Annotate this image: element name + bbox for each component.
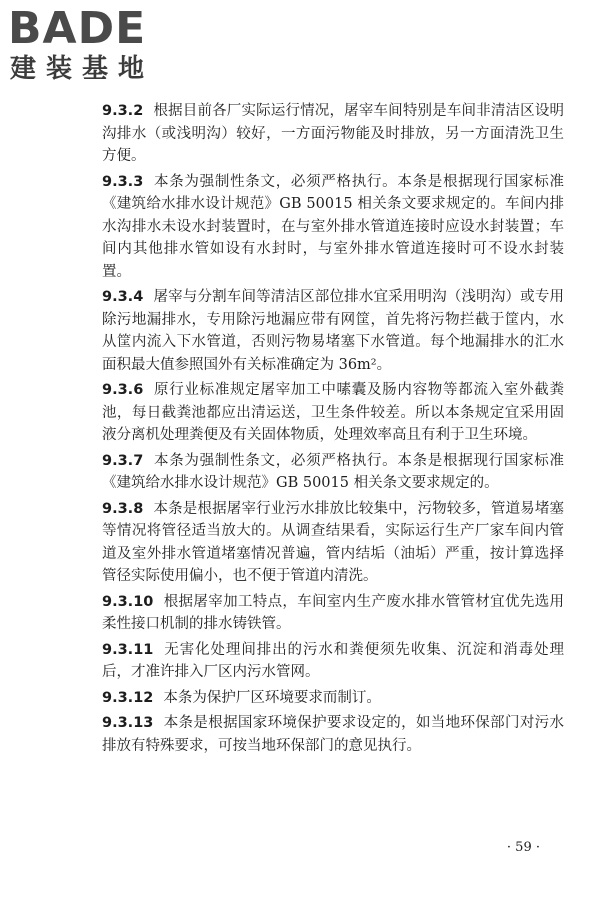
clause-text: 根据屠宰加工特点，车间室内生产废水排水管管材宜优先选用柔性接口机制的排水铸铁管。 [102,593,564,632]
clause-text: 原行业标准规定屠宰加工中嗉囊及肠内容物等都流入室外截粪池，每日截粪池都应出清运送，卫生条件较差。所以本条规定宜采用固液分离机处理粪便及有关固体物质，处理效率高且有利于卫生环境。 [102,382,564,443]
clause-number: 9.3.6 [102,382,144,398]
paragraph-9-3-10 [102,591,564,636]
clause-text: 屠宰与分割车间等清洁区部位排水宜采用明沟（浅明沟）或专用除污地漏排水，专用除污地漏应带有网筐，首先将污物拦截于筐内，水从筐内流入下水管道，否则污物易堵塞下水管道。每个地漏排水的汇水面积最大值参照国外有关标准确定为 36m²。 [102,289,564,373]
clause-number: 9.3.8 [102,500,144,517]
paragraph-9-3-8 [102,498,564,588]
clause-number: 9.3.10 [102,593,154,610]
clause-text: 本条为强制性条文，必须严格执行。本条是根据现行国家标准《建筑给水排水设计规范》GB 50015 相关条文要求规定的。车间内排水沟排水未设水封装置时，在与室外排水管道连接时应设水封装置；车间内其他排水管如设有水封时，与室外排水管道连接时可不设水封装置。 [102,173,564,280]
clause-number: 9.3.3 [102,173,144,190]
clause-number: 9.3.4 [102,289,144,305]
logo [8,4,178,84]
page-number: · 59 · [506,840,540,855]
paragraph-9-3-7 [102,450,564,495]
clause-text: 根据目前各厂实际运行情况，屠宰车间特别是车间非清洁区设明沟排水（或浅明沟）较好，一方面污物能及时排放，另一方面清洗卫生方便。 [102,103,564,164]
clause-text: 本条为保护厂区环境要求而制订。 [163,689,381,706]
clause-text: 本条为强制性条文，必须严格执行。本条是根据现行国家标准《建筑给水排水设计规范》GB 50015 相关条文要求规定的。 [102,452,564,491]
clause-number: 9.3.13 [102,715,154,731]
paragraph-9-3-11 [102,639,564,684]
clause-number: 9.3.12 [102,689,154,706]
logo-brand: BADE [8,3,147,54]
paragraph-9-3-4 [102,286,564,376]
paragraph-9-3-12 [102,687,564,710]
clause-text: 无害化处理间排出的污水和粪便须先收集、沉淀和消毒处理后，才准许排入厂区内污水管网。 [102,641,564,680]
clause-number: 9.3.2 [102,103,144,119]
logo-subtitle: 建装基地 [10,54,155,84]
clause-number: 9.3.7 [102,452,144,469]
clause-text: 本条是根据屠宰行业污水排放比较集中，污物较多，管道易堵塞等情况将管径适当放大的。从调查结果看，实际运行生产厂家车间内管道及室外排水管道堵塞情况普遍，管内结垢（油垢）严重，按计算选择管径实际使用偏小，也不便于管道内清洗。 [102,500,564,584]
clause-number: 9.3.11 [102,641,154,658]
document-body [102,100,564,760]
paragraph-9-3-6 [102,379,564,447]
paragraph-9-3-3 [102,171,564,284]
clause-text: 本条是根据国家环境保护要求设定的，如当地环保部门对污水排放有特殊要求，可按当地环保部门的意见执行。 [102,715,564,754]
paragraph-9-3-13 [102,712,564,757]
paragraph-9-3-2 [102,100,564,168]
